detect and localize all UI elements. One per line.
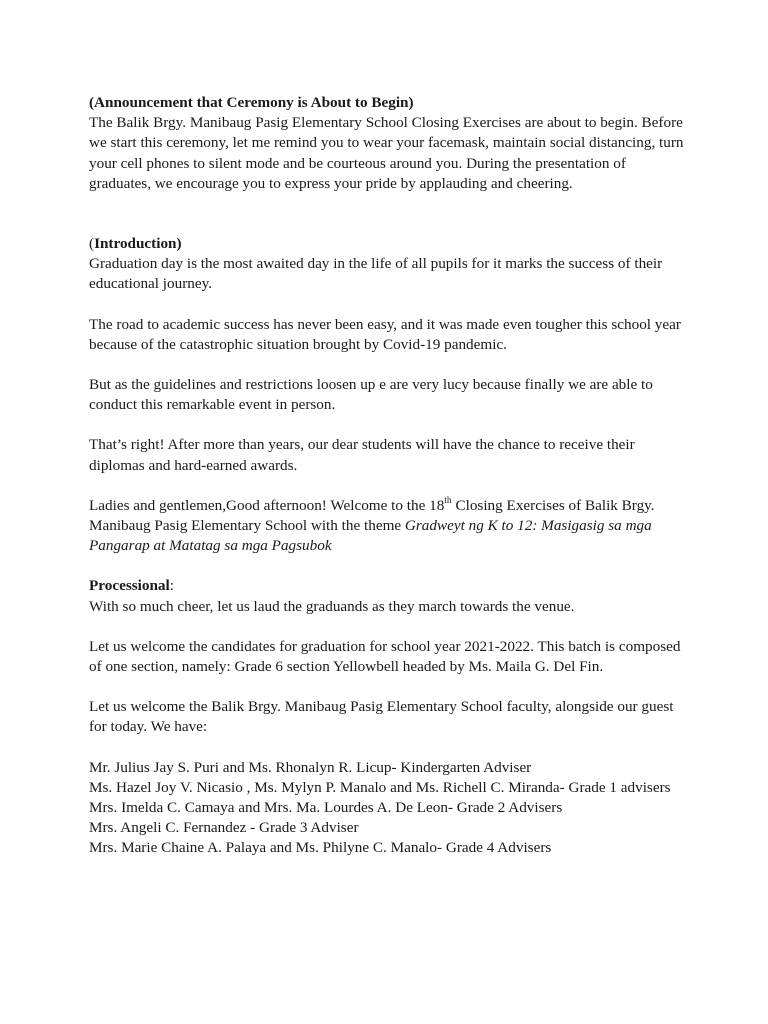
paragraph-spacer (89, 556, 689, 576)
paragraph-spacer (89, 476, 689, 496)
introduction-paragraph-4: That’s right! After more than years, our dear students will have the chance to receive their diplomas and hard-earned awards. (89, 436, 635, 474)
paragraph-spacer (89, 738, 689, 758)
introduction-paragraph-1: Graduation day is the most awaited day in the life of all pupils for it marks the success of their educational journey. (89, 255, 663, 293)
processional-heading (89, 576, 689, 596)
paragraph-spacer (89, 677, 689, 697)
welcome-text-middle: Closing Exercises of Balik Brgy. Manibaug Pasig Elementary School with the theme (89, 496, 655, 535)
document-page (89, 93, 689, 859)
announcement-body: The Balik Brgy. Manibaug Pasig Elementary School Closing Exercises are about to begin. Before we start this ceremony, let me remind you to wear your facemask, maintain social distancing, turn your cell phones to silent mode and be courteous around you. During the presentation of graduates, we encourage you to express your pride by applauding and cheering. (89, 114, 684, 192)
introduction-paragraph-3: But as the guidelines and restrictions loosen up e are very lucy because finally we are able to conduct this remarkable event in person. (89, 376, 653, 414)
adviser-line: Mrs. Imelda C. Camaya and Mrs. Ma. Lourdes A. De Leon- Grade 2 Advisers (89, 799, 563, 817)
processional-heading-colon: : (169, 577, 174, 595)
section-spacer (89, 194, 689, 234)
ceremony-theme: Gradweyt ng K to 12: Masigasig sa mga Pangarap at Matatag sa mga Pagsubok (89, 517, 652, 555)
introduction-heading (89, 234, 689, 254)
processional-paragraph-2: Let us welcome the candidates for graduation for school year 2021-2022. This batch is composed of one section, namely: Grade 6 section Yellowbell headed by Ms. Maila G. Del Fin. (89, 637, 681, 676)
paragraph-spacer (89, 617, 689, 637)
processional-paragraph-3: Let us welcome the Balik Brgy. Manibaug Pasig Elementary School faculty, alongside our guest for today. We have: (89, 698, 674, 736)
processional-paragraph-1: With so much cheer, let us laud the graduands as they march towards the venue. (89, 597, 575, 615)
adviser-line: Mr. Julius Jay S. Puri and Ms. Rhonalyn R. Licup- Kindergarten Adviser (89, 758, 532, 776)
paragraph-spacer (89, 295, 689, 315)
ordinal-suffix: th (444, 495, 452, 506)
introduction-heading-paren: ( (89, 235, 95, 253)
introduction-paragraph-2: The road to academic success has never been easy, and it was made even tougher this school year because of the catastrophic situation brought by Covid-19 pandemic. (89, 315, 681, 353)
welcome-paragraph (89, 496, 689, 557)
paragraph-spacer (89, 415, 689, 435)
processional-heading-text: Processional (89, 577, 170, 595)
adviser-line: Mrs. Marie Chaine A. Palaya and Ms. Philyne C. Manalo- Grade 4 Advisers (89, 839, 552, 857)
welcome-text-start: Ladies and gentlemen,Good afternoon! Welcome to the 18 (89, 496, 445, 514)
announcement-heading: (Announcement that Ceremony is About to Begin) (89, 94, 414, 111)
adviser-line: Ms. Hazel Joy V. Nicasio , Ms. Mylyn P. Manalo and Ms. Richell C. Miranda- Grade 1 advisers (89, 778, 671, 796)
introduction-heading-text: Introduction) (94, 235, 182, 253)
adviser-line: Mrs. Angeli C. Fernandez - Grade 3 Adviser (89, 819, 359, 837)
paragraph-spacer (89, 355, 689, 375)
